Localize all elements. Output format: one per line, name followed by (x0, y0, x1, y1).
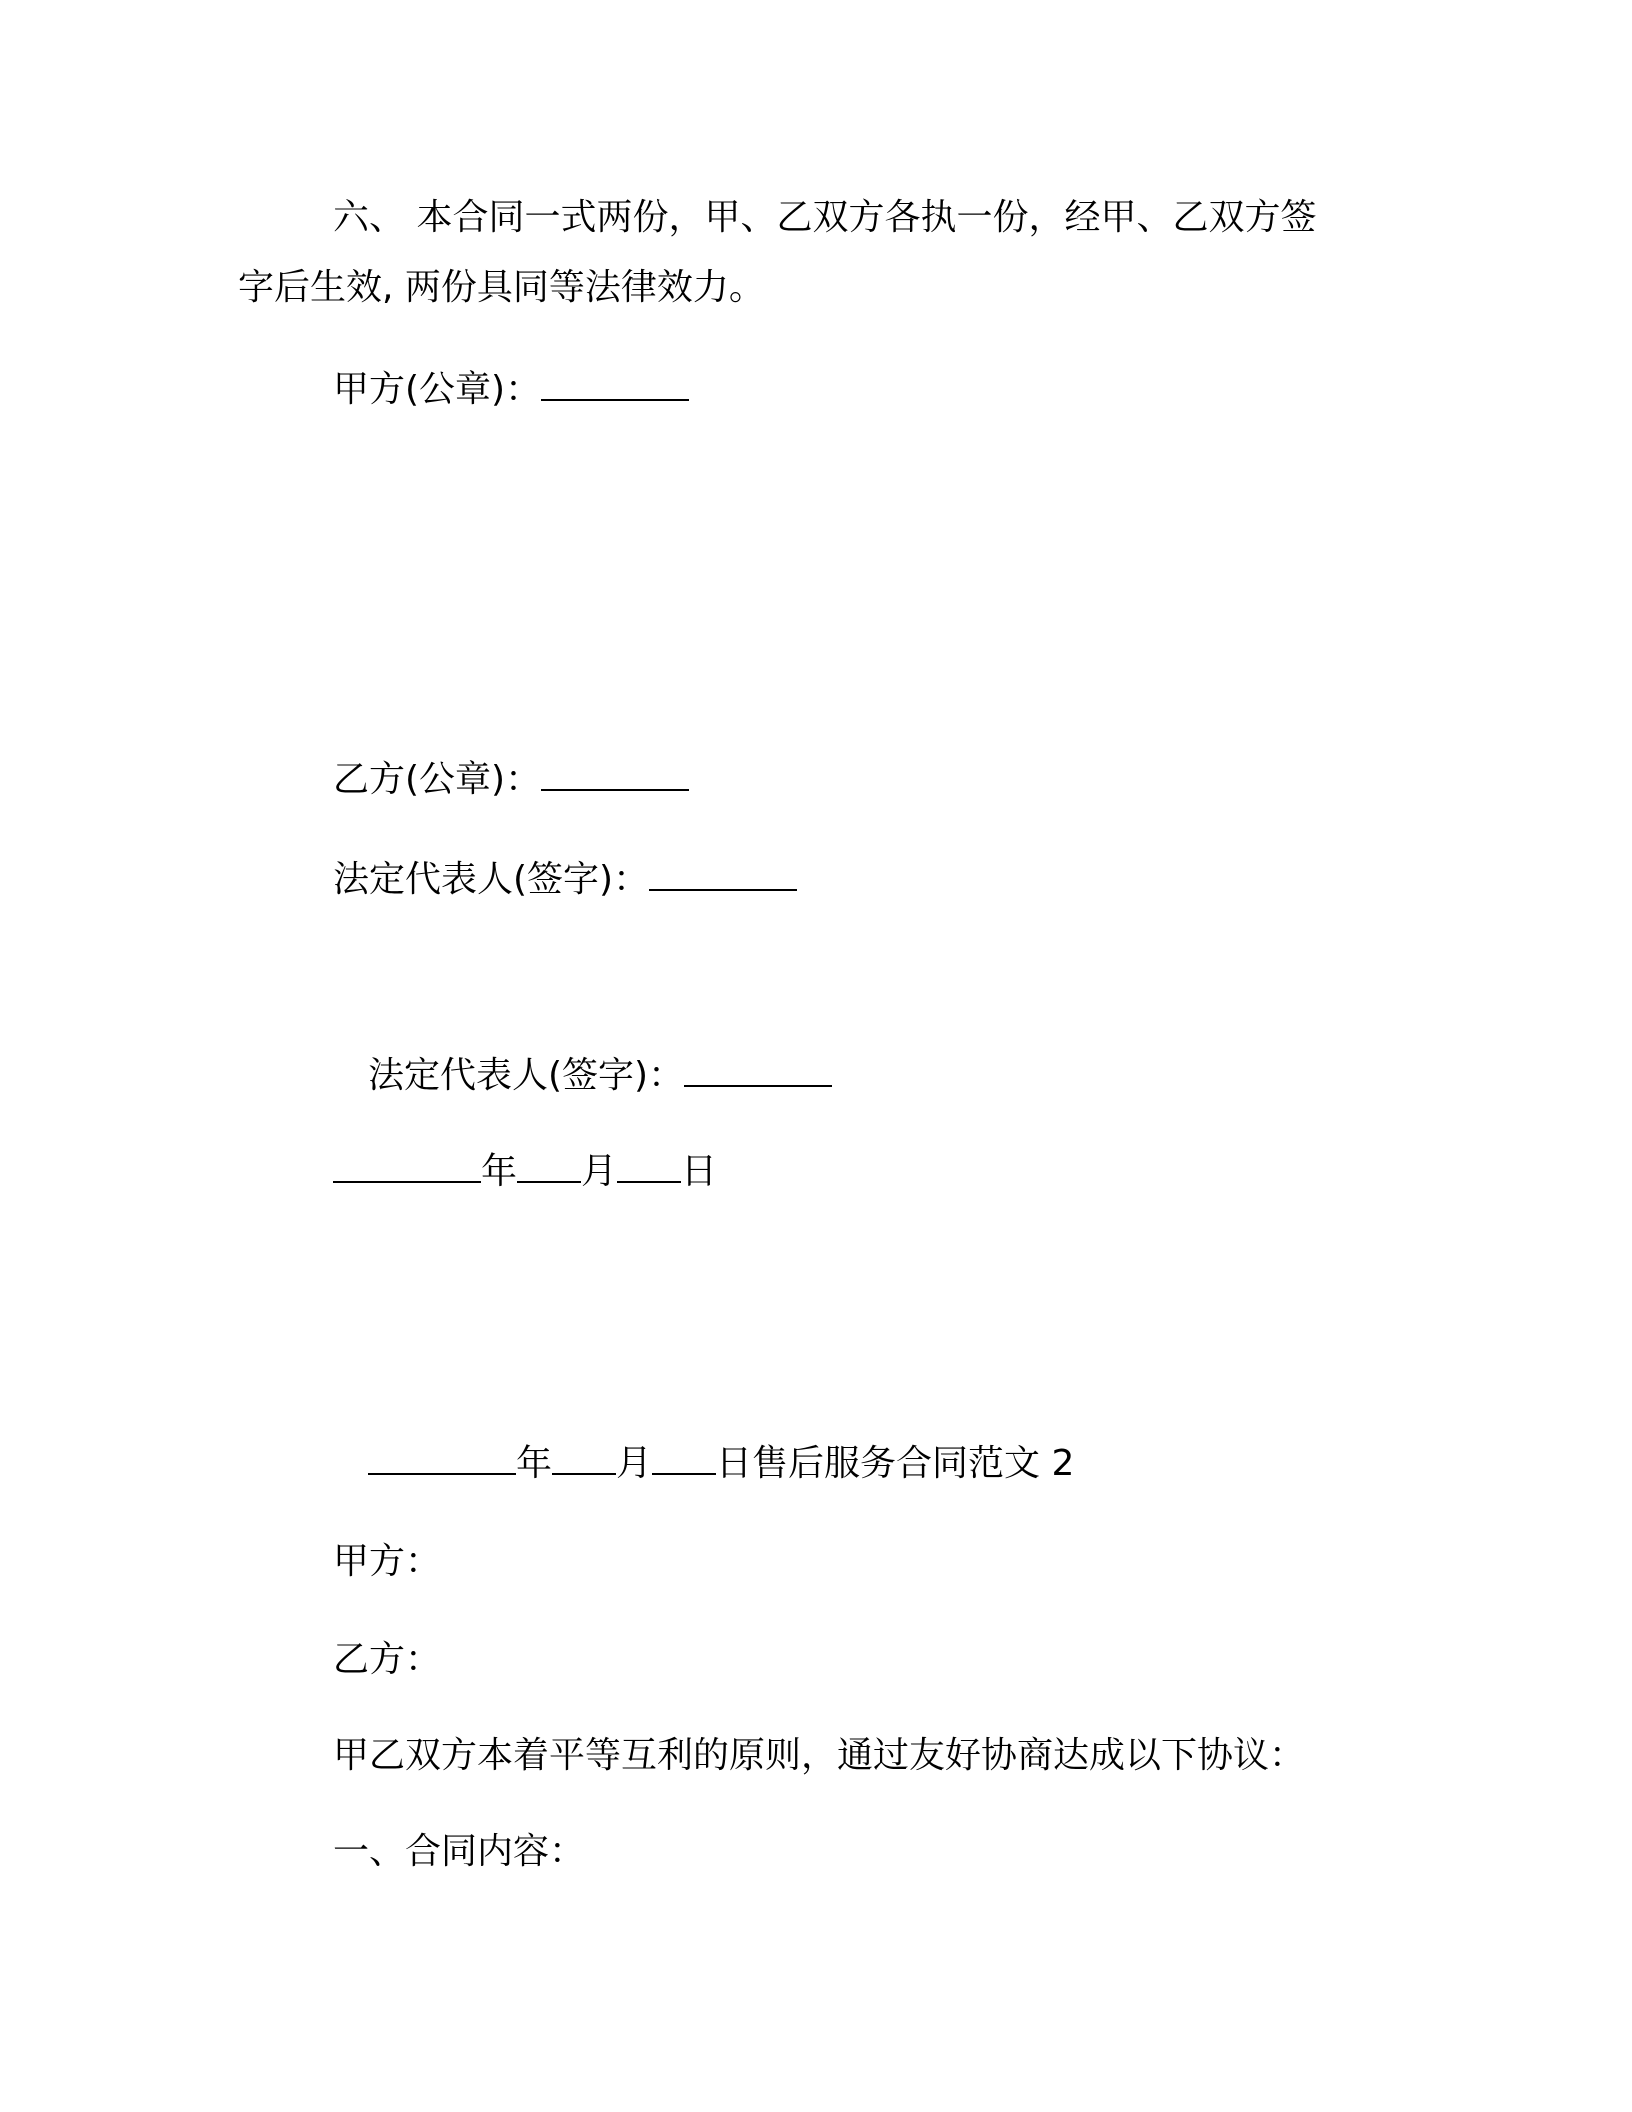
clause-6-continuation: 字后生效, 两份具同等法律效力。 (238, 267, 765, 308)
legal-rep-row-2 (368, 1054, 832, 1098)
year-label: 年 (516, 1443, 553, 1484)
day-blank (652, 1443, 716, 1475)
clause-6-text: 六、 本合同一式两份，甲、乙双方各执一份，经甲、乙双方签 (333, 197, 1317, 238)
party-b-seal-blank (541, 759, 689, 791)
section-1-heading (333, 1830, 585, 1874)
contract-title: 日售后服务合同范文 2 (716, 1443, 1075, 1484)
month-label: 月 (581, 1151, 618, 1192)
section-title-row (368, 1442, 1074, 1486)
month-label: 月 (616, 1443, 653, 1484)
day-blank (617, 1151, 681, 1183)
party-a-seal-blank (541, 369, 689, 401)
party-a-seal-row (333, 368, 689, 412)
clause-6-line-2 (238, 266, 765, 310)
party-b-row (333, 1638, 441, 1682)
party-a-label: 甲方： (333, 1541, 442, 1582)
party-a-seal-label: 甲方(公章)： (333, 369, 542, 410)
month-blank (552, 1443, 616, 1475)
day-label: 日 (681, 1151, 718, 1192)
year-label: 年 (481, 1151, 518, 1192)
year-blank (368, 1443, 516, 1475)
legal-rep-label: 法定代表人(签字)： (368, 1055, 685, 1096)
party-b-seal-label: 乙方(公章)： (333, 759, 542, 800)
year-blank (333, 1151, 481, 1183)
intro-paragraph (333, 1734, 1305, 1778)
month-blank (517, 1151, 581, 1183)
legal-rep-signature-blank (649, 859, 797, 891)
date-row (333, 1150, 717, 1194)
clause-6-line-1 (333, 196, 1316, 240)
section-1-heading-text: 一、合同内容： (333, 1831, 586, 1872)
party-b-label: 乙方： (333, 1639, 442, 1680)
intro-text: 甲乙双方本着平等互利的原则，通过友好协商达成以下协议： (333, 1735, 1306, 1776)
legal-rep-label: 法定代表人(签字)： (333, 859, 650, 900)
legal-rep-row-1 (333, 858, 797, 902)
legal-rep-signature-blank (684, 1055, 832, 1087)
party-b-seal-row (333, 758, 689, 802)
party-a-row (333, 1540, 441, 1584)
